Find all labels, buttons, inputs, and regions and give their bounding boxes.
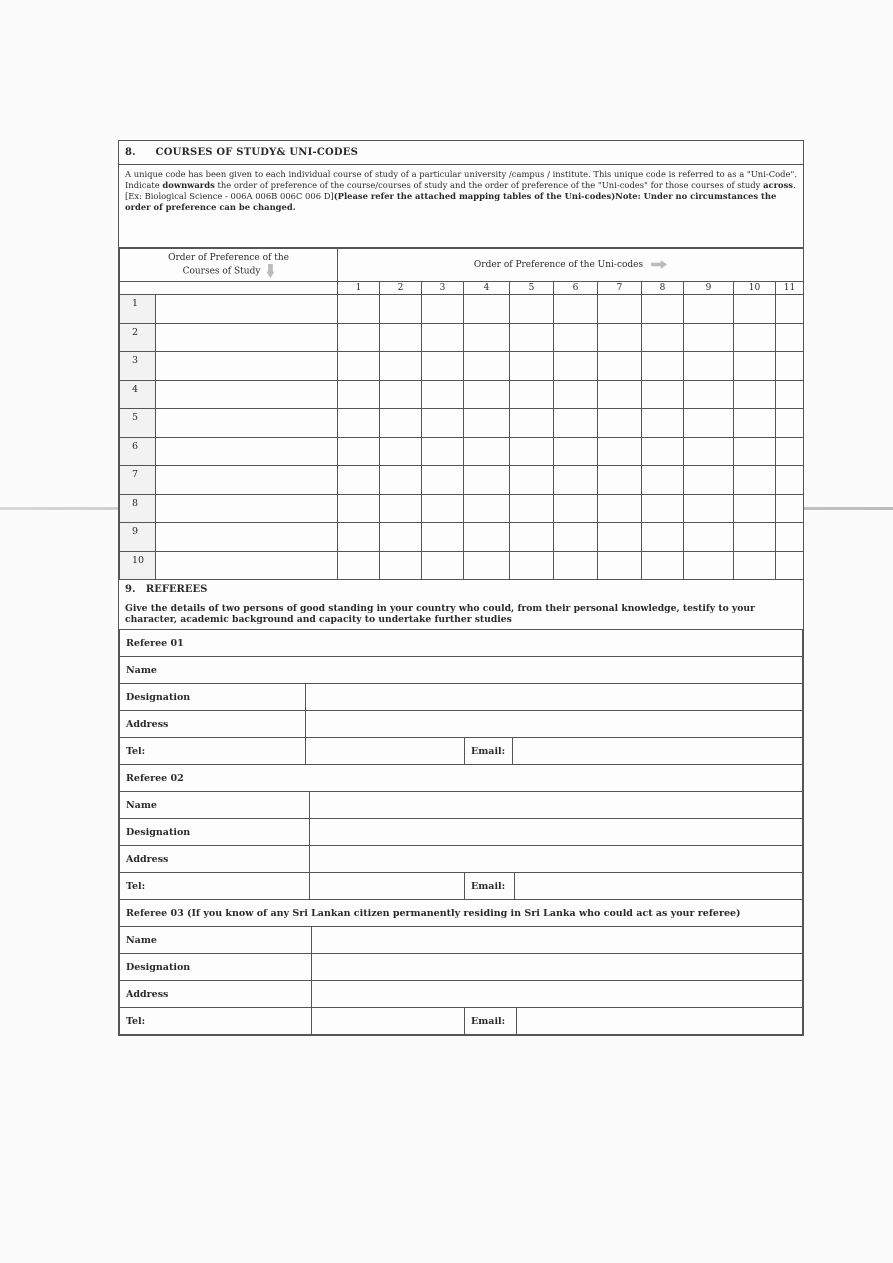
unicode-input-cell[interactable] (776, 494, 804, 523)
section-8-instructions (119, 165, 803, 248)
referee-03-designation-label: Designation (120, 954, 312, 981)
unicode-input-cell[interactable] (554, 437, 598, 466)
unicode-col-11: 11 (776, 282, 804, 295)
unicode-input-cell[interactable] (510, 437, 554, 466)
unicode-input-cell[interactable] (554, 494, 598, 523)
preference-row (120, 523, 804, 552)
unicode-input-cell[interactable] (776, 380, 804, 409)
referee-03-title: Referee 03 (If you know of any Sri Lankan citizen permanently residing in Sri Lanka who could act as your referee) (120, 900, 803, 927)
instructions-bold-1: downwards (162, 180, 215, 190)
referee-02-address-input[interactable] (310, 846, 803, 873)
unicode-input-cell[interactable] (464, 494, 510, 523)
courses-header-line2: Courses of Study (182, 266, 261, 277)
unicode-input-cell[interactable] (464, 352, 510, 381)
unicode-input-cell[interactable] (380, 295, 422, 324)
referee-01-designation-label: Designation (120, 684, 306, 711)
unicode-col-10: 10 (734, 282, 776, 295)
unicode-input-cell[interactable] (510, 494, 554, 523)
preference-row (120, 494, 804, 523)
referee-02-designation-input[interactable] (310, 819, 803, 846)
course-input-cell[interactable] (156, 466, 338, 495)
unicode-input-cell[interactable] (734, 323, 776, 352)
unicode-input-cell[interactable] (338, 437, 380, 466)
unicode-input-cell[interactable] (380, 323, 422, 352)
unicode-input-cell[interactable] (776, 352, 804, 381)
referee-01-name-field[interactable] (120, 657, 803, 684)
preference-row (120, 409, 804, 438)
instructions-text-1: A unique code has been given to each individual course of study of a particular university /campus / institute. This unique code is referred to as a "Uni-Code". Indicate (125, 169, 797, 190)
unicodes-header-text: Order of Preference of the Uni-codes (473, 260, 644, 270)
course-input-cell[interactable] (156, 380, 338, 409)
referee-01-email-input[interactable] (513, 738, 803, 765)
referee-02-name-input[interactable] (310, 792, 803, 819)
unicode-col-3: 3 (422, 282, 464, 295)
unicode-input-cell[interactable] (734, 551, 776, 580)
unicode-input-cell[interactable] (338, 551, 380, 580)
unicode-input-cell[interactable] (776, 551, 804, 580)
unicode-input-cell[interactable] (734, 380, 776, 409)
preference-row (120, 323, 804, 352)
unicode-input-cell[interactable] (510, 466, 554, 495)
unicode-input-cell[interactable] (642, 437, 684, 466)
referee-02-tel-input[interactable] (310, 873, 465, 900)
unicode-col-4: 4 (464, 282, 510, 295)
unicode-input-cell[interactable] (422, 295, 464, 324)
unicode-col-6: 6 (554, 282, 598, 295)
unicode-input-cell[interactable] (338, 380, 380, 409)
unicode-input-cell[interactable] (642, 352, 684, 381)
unicode-input-cell[interactable] (380, 409, 422, 438)
unicode-input-cell[interactable] (422, 466, 464, 495)
unicode-col-9: 9 (684, 282, 734, 295)
referee-03-tel-input[interactable] (312, 1008, 465, 1035)
referee-01-designation-input[interactable] (306, 684, 803, 711)
unicode-input-cell[interactable] (338, 323, 380, 352)
unicode-input-cell[interactable] (642, 409, 684, 438)
preference-row (120, 380, 804, 409)
unicode-input-cell[interactable] (338, 494, 380, 523)
unicode-input-cell[interactable] (338, 352, 380, 381)
unicode-input-cell[interactable] (734, 437, 776, 466)
unicode-input-cell[interactable] (684, 466, 734, 495)
unicode-input-cell[interactable] (684, 380, 734, 409)
unicode-input-cell[interactable] (422, 437, 464, 466)
unicode-input-cell[interactable] (422, 551, 464, 580)
unicode-input-cell[interactable] (422, 323, 464, 352)
unicode-input-cell[interactable] (510, 323, 554, 352)
unicode-input-cell[interactable] (734, 523, 776, 552)
referee-01-address-input[interactable] (306, 711, 803, 738)
unicode-input-cell[interactable] (684, 352, 734, 381)
unicode-input-cell[interactable] (776, 323, 804, 352)
unicode-col-8: 8 (642, 282, 684, 295)
instructions-bold-3: (Please refer the attached mapping tables of the Uni-codes)Note: Under no circumstances the order of preference can be changed. (125, 191, 777, 212)
unicode-input-cell[interactable] (554, 323, 598, 352)
unicode-input-cell[interactable] (734, 494, 776, 523)
unicode-input-cell[interactable] (554, 409, 598, 438)
section-9-number: 9. (125, 584, 136, 595)
referee-01-title: Referee 01 (120, 630, 803, 657)
courses-unicodes-table (119, 248, 804, 580)
unicode-input-cell[interactable] (380, 352, 422, 381)
unicode-input-cell[interactable] (554, 551, 598, 580)
unicode-input-cell[interactable] (554, 352, 598, 381)
referee-01-table (119, 630, 803, 765)
preference-row (120, 551, 804, 580)
unicode-input-cell[interactable] (464, 551, 510, 580)
unicode-input-cell[interactable] (338, 409, 380, 438)
unicode-input-cell[interactable] (598, 323, 642, 352)
unicode-input-cell[interactable] (642, 523, 684, 552)
section-9-title: REFEREES (145, 584, 208, 595)
section-9-header (119, 580, 803, 602)
unicode-input-cell[interactable] (598, 551, 642, 580)
referee-03-address-label: Address (120, 981, 312, 1008)
course-input-cell[interactable] (156, 494, 338, 523)
unicode-input-cell[interactable] (598, 409, 642, 438)
preference-row (120, 352, 804, 381)
referee-03-email-label: Email: (465, 1008, 517, 1035)
preference-rows (120, 295, 804, 580)
referee-02-title: Referee 02 (120, 765, 803, 792)
course-input-cell[interactable] (156, 295, 338, 324)
arrow-right-icon (651, 260, 667, 269)
unicode-input-cell[interactable] (776, 295, 804, 324)
section-8-header (119, 141, 803, 165)
row-number: 2 (120, 323, 156, 352)
unicode-input-cell[interactable] (598, 380, 642, 409)
unicode-input-cell[interactable] (684, 295, 734, 324)
unicode-input-cell[interactable] (776, 523, 804, 552)
referee-01-tel-input[interactable] (306, 738, 465, 765)
unicode-col-1: 1 (338, 282, 380, 295)
unicode-input-cell[interactable] (734, 466, 776, 495)
referee-01-address-label: Address (120, 711, 306, 738)
referee-03-table (119, 900, 803, 1035)
section-8-title: COURSES OF STUDY& UNI-CODES (155, 147, 359, 158)
unicode-input-cell[interactable] (598, 352, 642, 381)
unicode-input-cell[interactable] (338, 295, 380, 324)
unicode-input-cell[interactable] (642, 551, 684, 580)
unicode-input-cell[interactable] (380, 380, 422, 409)
unicode-input-cell[interactable] (422, 380, 464, 409)
referee-01-email-label: Email: (465, 738, 513, 765)
unicode-input-cell[interactable] (464, 523, 510, 552)
referee-03-address-input[interactable] (312, 981, 803, 1008)
unicode-input-cell[interactable] (734, 409, 776, 438)
unicode-input-cell[interactable] (684, 409, 734, 438)
unicode-input-cell[interactable] (510, 352, 554, 381)
unicode-input-cell[interactable] (776, 437, 804, 466)
instructions-text-2: the order of preference of the course/courses of study and the order of preference of the "Uni-codes" for those courses of study (214, 180, 764, 190)
unicode-input-cell[interactable] (422, 409, 464, 438)
unicode-input-cell[interactable] (380, 494, 422, 523)
preference-row (120, 295, 804, 324)
course-input-cell[interactable] (156, 437, 338, 466)
row-number: 3 (120, 352, 156, 381)
application-form (118, 140, 804, 1036)
row-number: 5 (120, 409, 156, 438)
referee-03-email-input[interactable] (517, 1008, 803, 1035)
unicode-input-cell[interactable] (422, 352, 464, 381)
preference-row (120, 466, 804, 495)
course-input-cell[interactable] (156, 323, 338, 352)
referee-02-email-input[interactable] (515, 873, 803, 900)
unicode-col-5: 5 (510, 282, 554, 295)
unicodes-column-header (338, 249, 804, 282)
referee-01-name-label: Name (126, 664, 157, 676)
referee-02-table (119, 765, 803, 900)
unicode-input-cell[interactable] (684, 437, 734, 466)
row-number: 1 (120, 295, 156, 324)
referee-02-address-label: Address (120, 846, 310, 873)
unicode-input-cell[interactable] (598, 437, 642, 466)
referee-01-tel-label: Tel: (120, 738, 306, 765)
referee-03-tel-label: Tel: (120, 1008, 312, 1035)
unicode-input-cell[interactable] (380, 523, 422, 552)
section-8-number: 8. (125, 147, 136, 158)
unicode-input-cell[interactable] (338, 523, 380, 552)
unicode-input-cell[interactable] (684, 523, 734, 552)
unicode-number-row (120, 282, 804, 295)
unicode-input-cell[interactable] (422, 494, 464, 523)
referee-03-designation-input[interactable] (312, 954, 803, 981)
referee-03-name-label: Name (120, 927, 312, 954)
row-number: 8 (120, 494, 156, 523)
row-number: 7 (120, 466, 156, 495)
unicode-input-cell[interactable] (598, 295, 642, 324)
courses-column-header (120, 249, 338, 282)
unicode-input-cell[interactable] (684, 494, 734, 523)
referee-02-name-label: Name (120, 792, 310, 819)
course-input-cell[interactable] (156, 551, 338, 580)
unicode-input-cell[interactable] (464, 466, 510, 495)
unicode-input-cell[interactable] (380, 551, 422, 580)
referee-02-designation-label: Designation (120, 819, 310, 846)
section-9-instructions: Give the details of two persons of good standing in your country who could, from their personal knowledge, testify to your character, academic background and capacity to undertake further studies (119, 602, 803, 630)
unicode-input-cell[interactable] (510, 409, 554, 438)
unicode-input-cell[interactable] (776, 466, 804, 495)
course-input-cell[interactable] (156, 409, 338, 438)
unicode-input-cell[interactable] (464, 295, 510, 324)
referee-02-tel-label: Tel: (120, 873, 310, 900)
unicode-input-cell[interactable] (554, 523, 598, 552)
unicode-input-cell[interactable] (776, 409, 804, 438)
unicode-input-cell[interactable] (642, 295, 684, 324)
unicode-input-cell[interactable] (684, 551, 734, 580)
preference-row (120, 437, 804, 466)
unicode-input-cell[interactable] (598, 523, 642, 552)
course-input-cell[interactable] (156, 352, 338, 381)
instructions-text-3: .[Ex: Biological Science - 006A 006B 006C 006 D] (125, 180, 796, 201)
unicode-input-cell[interactable] (422, 523, 464, 552)
row-number: 6 (120, 437, 156, 466)
unicode-input-cell[interactable] (464, 409, 510, 438)
referee-02-email-label: Email: (465, 873, 515, 900)
unicode-input-cell[interactable] (338, 466, 380, 495)
unicode-input-cell[interactable] (510, 295, 554, 324)
row-number: 4 (120, 380, 156, 409)
unicode-input-cell[interactable] (734, 295, 776, 324)
unicode-input-cell[interactable] (510, 551, 554, 580)
row-number: 10 (120, 551, 156, 580)
referee-03-name-input[interactable] (312, 927, 803, 954)
unicode-input-cell[interactable] (684, 323, 734, 352)
unicode-col-2: 2 (380, 282, 422, 295)
unicode-input-cell[interactable] (554, 295, 598, 324)
unicode-input-cell[interactable] (380, 437, 422, 466)
unicode-input-cell[interactable] (642, 323, 684, 352)
unicode-input-cell[interactable] (642, 494, 684, 523)
unicode-input-cell[interactable] (598, 466, 642, 495)
unicode-input-cell[interactable] (380, 466, 422, 495)
unicode-input-cell[interactable] (734, 352, 776, 381)
unicode-input-cell[interactable] (642, 380, 684, 409)
unicode-col-7: 7 (598, 282, 642, 295)
course-input-cell[interactable] (156, 523, 338, 552)
unicode-input-cell[interactable] (554, 380, 598, 409)
unicode-input-cell[interactable] (510, 380, 554, 409)
arrow-down-icon (266, 264, 274, 278)
unicode-input-cell[interactable] (510, 523, 554, 552)
courses-header-line1: Order of Preference of the (168, 253, 289, 263)
unicode-input-cell[interactable] (642, 466, 684, 495)
instructions-bold-2: across (763, 180, 794, 190)
unicode-input-cell[interactable] (464, 380, 510, 409)
row-number: 9 (120, 523, 156, 552)
numrow-blank (120, 282, 338, 295)
unicode-input-cell[interactable] (598, 494, 642, 523)
unicode-input-cell[interactable] (554, 466, 598, 495)
unicode-input-cell[interactable] (464, 323, 510, 352)
unicode-input-cell[interactable] (464, 437, 510, 466)
